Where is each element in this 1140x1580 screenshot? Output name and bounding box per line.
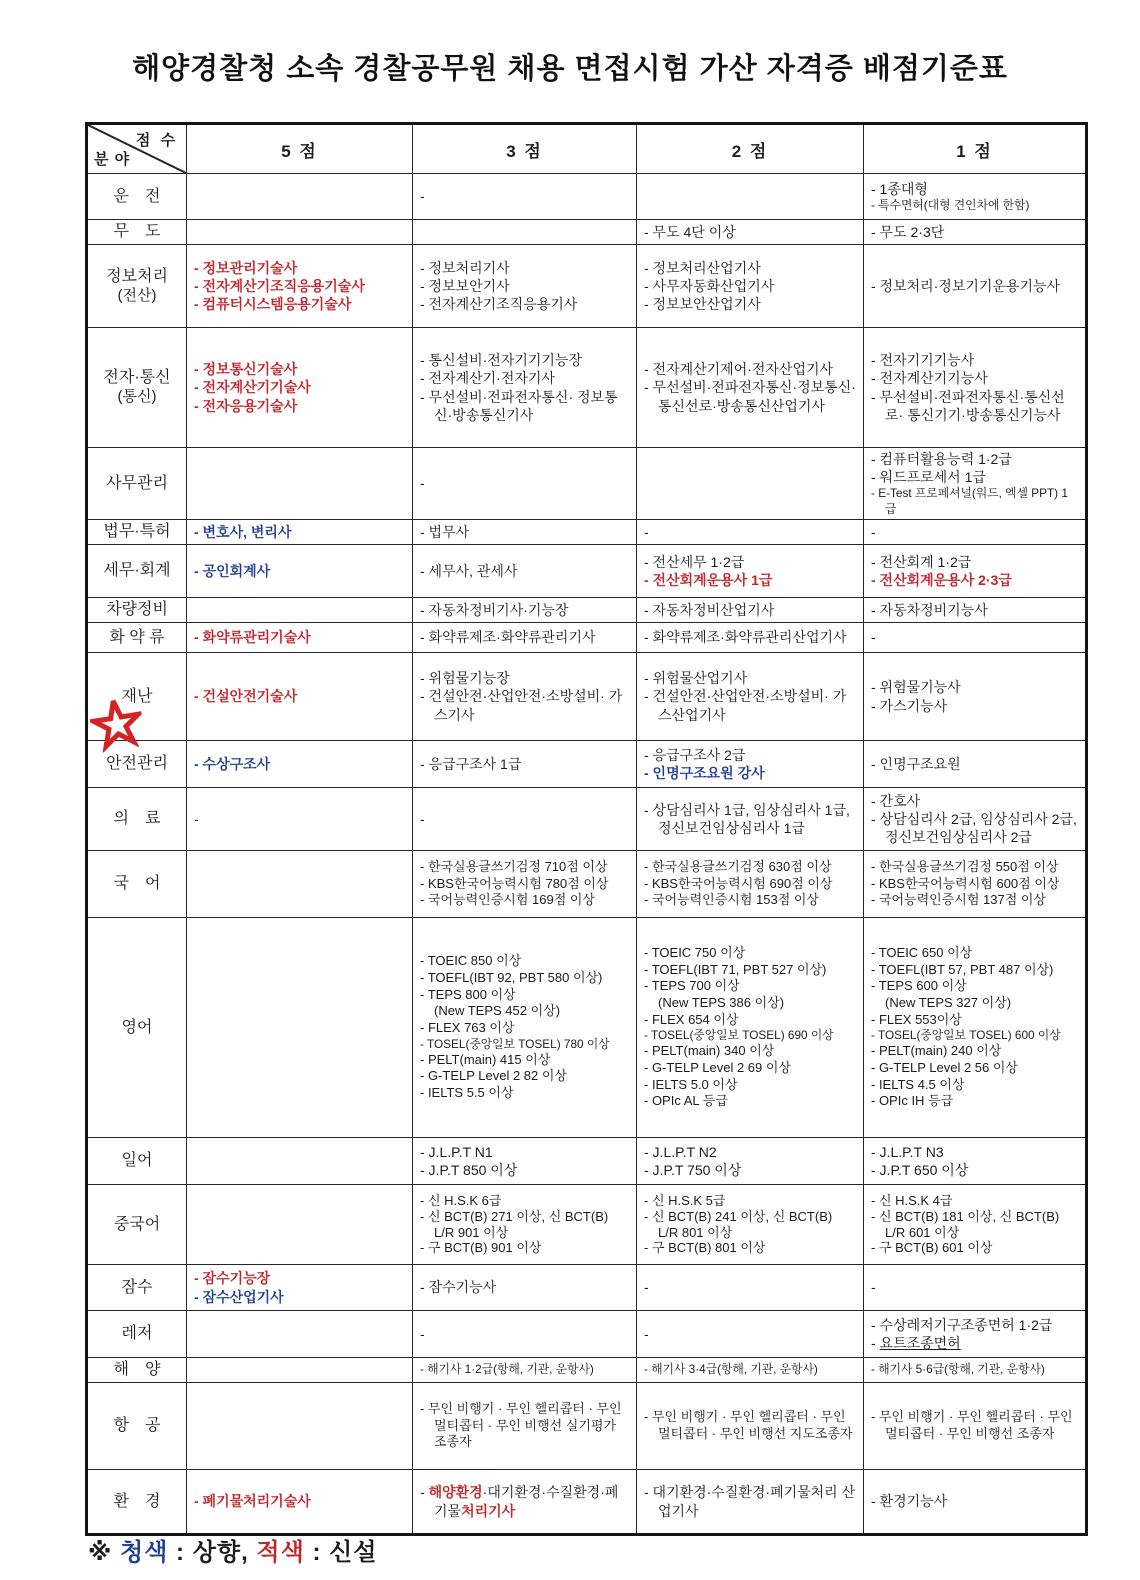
- cert-text: -: [420, 810, 425, 827]
- cert-text: -: [420, 1484, 429, 1501]
- cell-leisure-3pt: [413, 1311, 637, 1358]
- column-header-1point: 1 점: [864, 124, 1087, 174]
- cert-text: - 변호사, 변리사: [194, 523, 292, 540]
- cert-text: - 무도 2·3단: [871, 223, 945, 240]
- cert-text: - 국어능력인증시험 169점 이상: [420, 892, 595, 908]
- cert-text: -: [871, 523, 876, 540]
- row-disaster: [87, 653, 1087, 741]
- cert-text: - KBS한국어능력시험 780점 이상: [420, 875, 609, 891]
- cell-office-mgmt-5pt: [187, 448, 413, 520]
- cell-office-mgmt-1pt: [864, 448, 1087, 520]
- cert-text: - 잠수기능장: [194, 1270, 271, 1287]
- cert-text: - TOSEL(중앙일보 TOSEL) 690 이상: [644, 1028, 834, 1043]
- cell-leisure-5pt: [187, 1311, 413, 1358]
- cell-info-processing-2pt: [637, 245, 864, 328]
- cert-text: - 신 H.S.K 6급: [420, 1192, 502, 1208]
- cell-diving-3pt: [413, 1265, 637, 1311]
- corner-label-score: 점 수: [135, 132, 178, 149]
- footnote-segment: :: [304, 1539, 330, 1566]
- cert-text: - 잠수기능사: [420, 1279, 497, 1296]
- cell-aviation-3pt: [413, 1383, 637, 1470]
- field-label-martial-arts: 무 도: [87, 220, 187, 245]
- cell-disaster-3pt: [413, 653, 637, 741]
- cert-text: - 정보보안기사: [420, 277, 510, 294]
- cert-text: 해양환경: [428, 1484, 483, 1501]
- cert-text: -: [420, 188, 425, 205]
- cert-text: - 전자계산기기능사: [871, 370, 988, 387]
- cell-info-processing-5pt: [187, 245, 413, 328]
- cell-medical-3pt: [413, 788, 637, 851]
- page-title: 해양경찰청 소속 경찰공무원 채용 면접시험 가산 자격증 배점기준표: [132, 53, 1008, 85]
- cert-text: - 구 BCT(B) 901 이상: [420, 1240, 542, 1256]
- row-aviation: [87, 1383, 1087, 1470]
- cert-text: - 폐기물처리기술사: [194, 1493, 311, 1510]
- cert-text: - 전자계산기조직응용기사: [420, 296, 578, 313]
- cert-text: - 화약류제조·화약류관리기사: [420, 629, 596, 646]
- cell-diving-1pt: [864, 1265, 1087, 1311]
- row-driving: [87, 174, 1087, 220]
- cert-text: -: [644, 523, 649, 540]
- cert-text: - 화약류관리기술사: [194, 629, 311, 646]
- cell-driving-2pt: [637, 174, 864, 220]
- cell-maritime-3pt: [413, 1358, 637, 1383]
- cert-text: (New TEPS 386 이상): [658, 995, 785, 1011]
- footnote-segment: :: [168, 1539, 193, 1566]
- field-label-diving: 잠수: [87, 1265, 187, 1311]
- footnote-segment: 상향,: [192, 1539, 257, 1566]
- cert-text: - FLEX 763 이상: [420, 1019, 515, 1035]
- field-label-explosives: 화 약 류: [87, 623, 187, 653]
- cert-text: - 정보관리기술사: [194, 259, 298, 276]
- cell-explosives-2pt: [637, 623, 864, 653]
- cert-text: -: [871, 1335, 880, 1352]
- cell-office-mgmt-3pt: [413, 448, 637, 520]
- cert-text: - 법무사: [420, 523, 470, 540]
- cert-text: - 잠수산업기사: [194, 1288, 284, 1305]
- cert-text: - OPIc AL 등급: [644, 1093, 728, 1109]
- cert-text: - 통신설비·전자기기기능장: [420, 352, 582, 369]
- cert-text: - 환경기능사: [871, 1493, 948, 1510]
- cell-diving-2pt: [637, 1265, 864, 1311]
- cert-text: - 무인 비행기 · 무인 헬리콥터 · 무인 멀티콥터 · 무인 비행선 실기평가 조종자: [420, 1400, 622, 1450]
- cert-text: -: [194, 810, 199, 827]
- cert-text: - 가스기능사: [871, 697, 948, 714]
- row-korean: [87, 851, 1087, 918]
- cert-text: - 무선설비·전파전자통신· 정보통신·방송통신기사: [420, 388, 618, 423]
- cell-legal-patent-1pt: [864, 520, 1087, 545]
- cell-safety-mgmt-3pt: [413, 741, 637, 788]
- cell-tax-accounting-2pt: [637, 545, 864, 598]
- cert-text: - 구 BCT(B) 801 이상: [644, 1240, 766, 1256]
- cert-text: - 전산회계 1·2급: [871, 553, 972, 570]
- cert-text: -: [420, 1325, 425, 1342]
- field-label-english: 영어: [87, 918, 187, 1138]
- field-label-aviation: 항 공: [87, 1383, 187, 1470]
- cell-diving-5pt: [187, 1265, 413, 1311]
- cert-text: - G-TELP Level 2 69 이상: [644, 1060, 791, 1076]
- cell-safety-mgmt-5pt: [187, 741, 413, 788]
- cell-japanese-1pt: [864, 1138, 1087, 1185]
- cert-text: - 간호사: [871, 792, 921, 809]
- cert-text: - 공인회계사: [194, 562, 271, 579]
- cell-explosives-1pt: [864, 623, 1087, 653]
- cell-maritime-2pt: [637, 1358, 864, 1383]
- cert-text: - J.L.P.T N3: [871, 1143, 944, 1160]
- field-label-chinese: 중국어: [87, 1185, 187, 1265]
- cert-text: - TEPS 700 이상: [644, 978, 740, 994]
- cell-chinese-3pt: [413, 1185, 637, 1265]
- cert-text: - 전자계산기기술사: [194, 379, 311, 396]
- cell-electronics-comm-1pt: [864, 328, 1087, 448]
- cell-leisure-2pt: [637, 1311, 864, 1358]
- cell-leisure-1pt: [864, 1311, 1087, 1358]
- cert-text: - 정보처리기사: [420, 259, 510, 276]
- cert-text: - FLEX 553이상: [871, 1011, 962, 1027]
- cell-japanese-2pt: [637, 1138, 864, 1185]
- cell-medical-5pt: [187, 788, 413, 851]
- cell-tax-accounting-1pt: [864, 545, 1087, 598]
- cert-text: - 사무자동화산업기사: [644, 277, 775, 294]
- cert-text: - 한국실용글쓰기검정 630점 이상: [644, 858, 832, 874]
- row-english: [87, 918, 1087, 1138]
- cell-korean-5pt: [187, 851, 413, 918]
- footnote: [88, 1532, 378, 1567]
- row-info-processing: [87, 245, 1087, 328]
- cell-korean-2pt: [637, 851, 864, 918]
- cert-text: - 수상구조사: [194, 755, 271, 772]
- cell-electronics-comm-2pt: [637, 328, 864, 448]
- field-label-maritime: 해 양: [87, 1358, 187, 1383]
- cert-text: - TEPS 600 이상: [871, 978, 967, 994]
- cell-driving-5pt: [187, 174, 413, 220]
- cert-text: - 해기사 5·6급(항해, 기관, 운항사): [871, 1362, 1045, 1377]
- cert-text: - KBS한국어능력시험 600점 이상: [871, 875, 1060, 891]
- cell-english-5pt: [187, 918, 413, 1138]
- cert-text: - J.P.T 650 이상: [871, 1162, 969, 1179]
- cert-text: - 국어능력인증시험 137점 이상: [871, 892, 1046, 908]
- cert-text: - TOEFL(IBT 57, PBT 487 이상): [871, 961, 1054, 977]
- cert-text: - 위험물기능사: [871, 679, 961, 696]
- cell-legal-patent-2pt: [637, 520, 864, 545]
- cert-text: -: [644, 1279, 649, 1296]
- cert-text: - J.L.P.T N2: [644, 1143, 717, 1160]
- cert-text: - 자동차정비기사·기능장: [420, 601, 569, 618]
- cell-korean-3pt: [413, 851, 637, 918]
- cert-text: - TOEIC 850 이상: [420, 953, 522, 969]
- cert-text: -: [871, 1279, 876, 1296]
- cert-text: - 한국실용글쓰기검정 550점 이상: [871, 858, 1059, 874]
- cell-vehicle-maintenance-5pt: [187, 598, 413, 623]
- cert-text: - 응급구조사 2급: [644, 746, 746, 763]
- cell-explosives-5pt: [187, 623, 413, 653]
- cell-english-1pt: [864, 918, 1087, 1138]
- cert-text: - 위험물산업기사: [644, 670, 748, 687]
- cell-aviation-1pt: [864, 1383, 1087, 1470]
- cert-text: - TOEIC 650 이상: [871, 945, 973, 961]
- cell-english-3pt: [413, 918, 637, 1138]
- cell-environment-1pt: [864, 1470, 1087, 1535]
- cert-text: - 국어능력인증시험 153점 이상: [644, 892, 819, 908]
- row-environment: [87, 1470, 1087, 1535]
- cert-text: - 신 BCT(B) 271 이상, 신 BCT(B) L/R 901 이상: [420, 1208, 609, 1240]
- row-diving: [87, 1265, 1087, 1311]
- footnote-segment: 신설: [329, 1539, 378, 1566]
- footnote-segment: 적색: [256, 1539, 305, 1566]
- cert-text: ·대기환경·수질환경·폐기물: [434, 1484, 619, 1519]
- column-header-2points: 2 점: [637, 124, 864, 174]
- cell-legal-patent-5pt: [187, 520, 413, 545]
- cert-text: -: [644, 1325, 649, 1342]
- cert-text: - 한국실용글쓰기검정 710점 이상: [420, 858, 608, 874]
- cert-text: - 상담심리사 1급, 임상심리사 1급, 정신보건임상심리사 1급: [644, 801, 850, 837]
- cert-text: - 전자응용기술사: [194, 397, 298, 414]
- cell-vehicle-maintenance-2pt: [637, 598, 864, 623]
- cert-text: (New TEPS 327 이상): [885, 995, 1012, 1011]
- cell-korean-1pt: [864, 851, 1087, 918]
- cell-environment-3pt: [413, 1470, 637, 1535]
- cert-text: - G-TELP Level 2 82 이상: [420, 1068, 567, 1084]
- cell-safety-mgmt-2pt: [637, 741, 864, 788]
- cert-text: - PELT(main) 415 이상: [420, 1051, 551, 1067]
- cert-text: - 건설안전·산업안전·소방설비· 가스기사: [420, 688, 623, 723]
- row-japanese: [87, 1138, 1087, 1185]
- cert-text: - 위험물기능장: [420, 670, 510, 687]
- field-label-tax-accounting: 세무·회계: [87, 545, 187, 598]
- score-criteria-table: [85, 122, 1088, 1536]
- field-label-disaster: 재난: [87, 653, 187, 741]
- cell-martial-arts-5pt: [187, 220, 413, 245]
- cert-text: - J.L.P.T N1: [420, 1143, 493, 1160]
- cert-text: - 컴퓨터시스템응용기술사: [194, 296, 352, 313]
- cell-chinese-5pt: [187, 1185, 413, 1265]
- cert-text: - TOSEL(중앙일보 TOSEL) 780 이상: [420, 1036, 610, 1051]
- cell-medical-1pt: [864, 788, 1087, 851]
- cert-text: - 전산세무 1·2급: [644, 553, 745, 570]
- row-tax-accounting: [87, 545, 1087, 598]
- cell-driving-1pt: [864, 174, 1087, 220]
- field-label-safety-mgmt: 안전관리: [87, 741, 187, 788]
- cert-text: - 1종대형: [871, 180, 928, 197]
- cell-driving-3pt: [413, 174, 637, 220]
- cert-text: - 무선설비·전파전자통신·정보통신· 통신선로·방송통신산업기사: [644, 379, 856, 414]
- cell-chinese-2pt: [637, 1185, 864, 1265]
- cert-text: - 전자계산기조직응용기술사: [194, 277, 365, 294]
- cell-tax-accounting-3pt: [413, 545, 637, 598]
- cert-text: - 신 BCT(B) 181 이상, 신 BCT(B) L/R 601 이상: [871, 1208, 1060, 1240]
- cert-text: - 상담심리사 2급, 임상심리사 2급, 정신보건임상심리사 2급: [871, 810, 1077, 846]
- cert-text: - FLEX 654 이상: [644, 1011, 739, 1027]
- cert-text: - 무인 비행기 · 무인 헬리콥터 · 무인 멀티콥터 · 무인 비행선 조종자: [871, 1409, 1073, 1442]
- cell-environment-2pt: [637, 1470, 864, 1535]
- cell-tax-accounting-5pt: [187, 545, 413, 598]
- cert-text: - 무도 4단 이상: [644, 223, 736, 240]
- cell-medical-2pt: [637, 788, 864, 851]
- cell-info-processing-1pt: [864, 245, 1087, 328]
- row-office-mgmt: [87, 448, 1087, 520]
- cert-text: - 컴퓨터활용능력 1·2급: [871, 451, 1012, 467]
- cert-text: - 정보보안산업기사: [644, 296, 761, 313]
- cert-text: 요트조종면허: [879, 1335, 961, 1352]
- cell-martial-arts-3pt: [413, 220, 637, 245]
- cert-text: - 자동차정비산업기사: [644, 601, 775, 618]
- cert-text: - 구 BCT(B) 601 이상: [871, 1240, 993, 1256]
- cert-text: - 해기사 1·2급(항해, 기관, 운항사): [420, 1362, 594, 1377]
- row-chinese: [87, 1185, 1087, 1265]
- cert-text: - IELTS 5.0 이상: [644, 1076, 738, 1092]
- cert-text: - 건설안전기술사: [194, 688, 298, 705]
- cert-text: - 인명구조요원: [871, 755, 961, 772]
- cert-text: - J.P.T 850 이상: [420, 1162, 518, 1179]
- cert-text: - OPIc IH 등급: [871, 1093, 954, 1109]
- cert-text: -: [420, 475, 425, 492]
- row-leisure: [87, 1311, 1087, 1358]
- row-electronics-comm: [87, 328, 1087, 448]
- row-legal-patent: [87, 520, 1087, 545]
- cell-aviation-5pt: [187, 1383, 413, 1470]
- cell-disaster-1pt: [864, 653, 1087, 741]
- field-label-legal-patent: 법무·특허: [87, 520, 187, 545]
- cell-legal-patent-3pt: [413, 520, 637, 545]
- column-header-3points: 3 점: [413, 124, 637, 174]
- row-vehicle-maintenance: [87, 598, 1087, 623]
- cert-text: - TEPS 800 이상: [420, 986, 516, 1002]
- cert-text: - 무선설비·전파전자통신·통신선로· 통신기기·방송통신기능사: [871, 388, 1065, 423]
- field-label-japanese: 일어: [87, 1138, 187, 1185]
- field-label-korean: 국 어: [87, 851, 187, 918]
- cert-text: - KBS한국어능력시험 690점 이상: [644, 875, 833, 891]
- cert-text: - 전산회계운용사 2·3급: [871, 572, 1012, 589]
- cert-text: 처리기사: [461, 1502, 516, 1519]
- cell-english-2pt: [637, 918, 864, 1138]
- field-label-driving: 운 전: [87, 174, 187, 220]
- cert-text: - TOEFL(IBT 92, PBT 580 이상): [420, 970, 603, 986]
- row-medical: [87, 788, 1087, 851]
- cell-japanese-5pt: [187, 1138, 413, 1185]
- field-label-environment: 환 경: [87, 1470, 187, 1535]
- cert-text: - 전자계산기제어·전자산업기사: [644, 361, 834, 378]
- cert-text: - IELTS 5.5 이상: [420, 1084, 514, 1100]
- cell-safety-mgmt-1pt: [864, 741, 1087, 788]
- cert-text: (New TEPS 452 이상): [434, 1003, 561, 1019]
- footnote-segment: ※: [88, 1539, 120, 1566]
- cell-martial-arts-2pt: [637, 220, 864, 245]
- cert-text: - IELTS 4.5 이상: [871, 1076, 965, 1092]
- cert-text: - E-Test 프로페셔널(워드, 엑셀 PPT) 1급: [871, 486, 1068, 516]
- cert-text: - 응급구조사 1급: [420, 755, 522, 772]
- cert-text: - 화약류제조·화약류관리산업기사: [644, 629, 847, 646]
- cert-text: - 신 H.S.K 4급: [871, 1192, 953, 1208]
- field-label-vehicle-maintenance: 차량정비: [87, 598, 187, 623]
- cell-electronics-comm-3pt: [413, 328, 637, 448]
- header-row: [87, 124, 1087, 174]
- field-label-leisure: 레저: [87, 1311, 187, 1358]
- field-label-medical: 의 료: [87, 788, 187, 851]
- cert-text: - 전자기기기능사: [871, 352, 975, 369]
- cert-text: - 전산회계운용사 1급: [644, 572, 773, 589]
- cert-text: -: [871, 629, 876, 646]
- cell-vehicle-maintenance-3pt: [413, 598, 637, 623]
- cert-text: - 정보처리·정보기기운용기능사: [871, 277, 1061, 294]
- corner-cell: [87, 124, 187, 174]
- cert-text: - TOSEL(중앙일보 TOSEL) 600 이상: [871, 1028, 1061, 1043]
- cert-text: - 해기사 3·4급(항해, 기관, 운항사): [644, 1362, 818, 1377]
- cert-text: - 인명구조요원 강사: [644, 765, 765, 782]
- cell-maritime-1pt: [864, 1358, 1087, 1383]
- cell-electronics-comm-5pt: [187, 328, 413, 448]
- cert-text: - 정보처리산업기사: [644, 259, 761, 276]
- cert-text: - J.P.T 750 이상: [644, 1162, 742, 1179]
- field-label-electronics-comm: 전자·통신 (통신): [87, 328, 187, 448]
- cert-text: - 대기환경·수질환경·폐기물처리 산업기사: [644, 1484, 856, 1519]
- cell-chinese-1pt: [864, 1185, 1087, 1265]
- field-label-info-processing: 정보처리 (전산): [87, 245, 187, 328]
- cert-text: - 특수면허(대형 견인차에 한함): [871, 197, 1030, 212]
- cert-text: - 세무사, 관세사: [420, 562, 518, 579]
- field-label-office-mgmt: 사무관리: [87, 448, 187, 520]
- cert-text: - PELT(main) 340 이상: [644, 1043, 775, 1059]
- cert-text: - 무인 비행기 · 무인 헬리콥터 · 무인 멀티콥터 · 무인 비행선 지도조종자: [644, 1409, 853, 1442]
- cell-vehicle-maintenance-1pt: [864, 598, 1087, 623]
- cell-explosives-3pt: [413, 623, 637, 653]
- cell-disaster-2pt: [637, 653, 864, 741]
- cell-aviation-2pt: [637, 1383, 864, 1470]
- table-body: [87, 174, 1087, 1535]
- cert-text: - 신 H.S.K 5급: [644, 1192, 726, 1208]
- cert-text: - PELT(main) 240 이상: [871, 1043, 1002, 1059]
- cell-info-processing-3pt: [413, 245, 637, 328]
- cert-text: - G-TELP Level 2 56 이상: [871, 1060, 1018, 1076]
- column-header-5points: 5 점: [187, 124, 413, 174]
- cert-text: - 전자계산기·전자기사: [420, 370, 555, 387]
- cert-text: - 건설안전·산업안전·소방설비· 가스산업기사: [644, 688, 847, 723]
- row-maritime: [87, 1358, 1087, 1383]
- row-explosives: [87, 623, 1087, 653]
- cert-text: - TOEIC 750 이상: [644, 945, 746, 961]
- cert-text: - 수상레저기구조종면허 1·2급: [871, 1316, 1053, 1333]
- cell-maritime-5pt: [187, 1358, 413, 1383]
- cell-office-mgmt-2pt: [637, 448, 864, 520]
- cert-text: - 신 BCT(B) 241 이상, 신 BCT(B) L/R 801 이상: [644, 1208, 833, 1240]
- row-martial-arts: [87, 220, 1087, 245]
- highlight-star-icon: [87, 696, 146, 754]
- cert-text: - 워드프로세서 1급: [871, 469, 986, 486]
- cert-text: - 자동차정비기능사: [871, 601, 988, 618]
- cell-environment-5pt: [187, 1470, 413, 1535]
- cert-text: - 정보통신기술사: [194, 361, 298, 378]
- row-safety-mgmt: [87, 741, 1087, 788]
- cell-disaster-5pt: [187, 653, 413, 741]
- footnote-segment: 청색: [120, 1539, 169, 1566]
- corner-label-field: 분 야: [94, 151, 131, 168]
- cert-text: - TOEFL(IBT 71, PBT 527 이상): [644, 961, 827, 977]
- cell-martial-arts-1pt: [864, 220, 1087, 245]
- cell-japanese-3pt: [413, 1138, 637, 1185]
